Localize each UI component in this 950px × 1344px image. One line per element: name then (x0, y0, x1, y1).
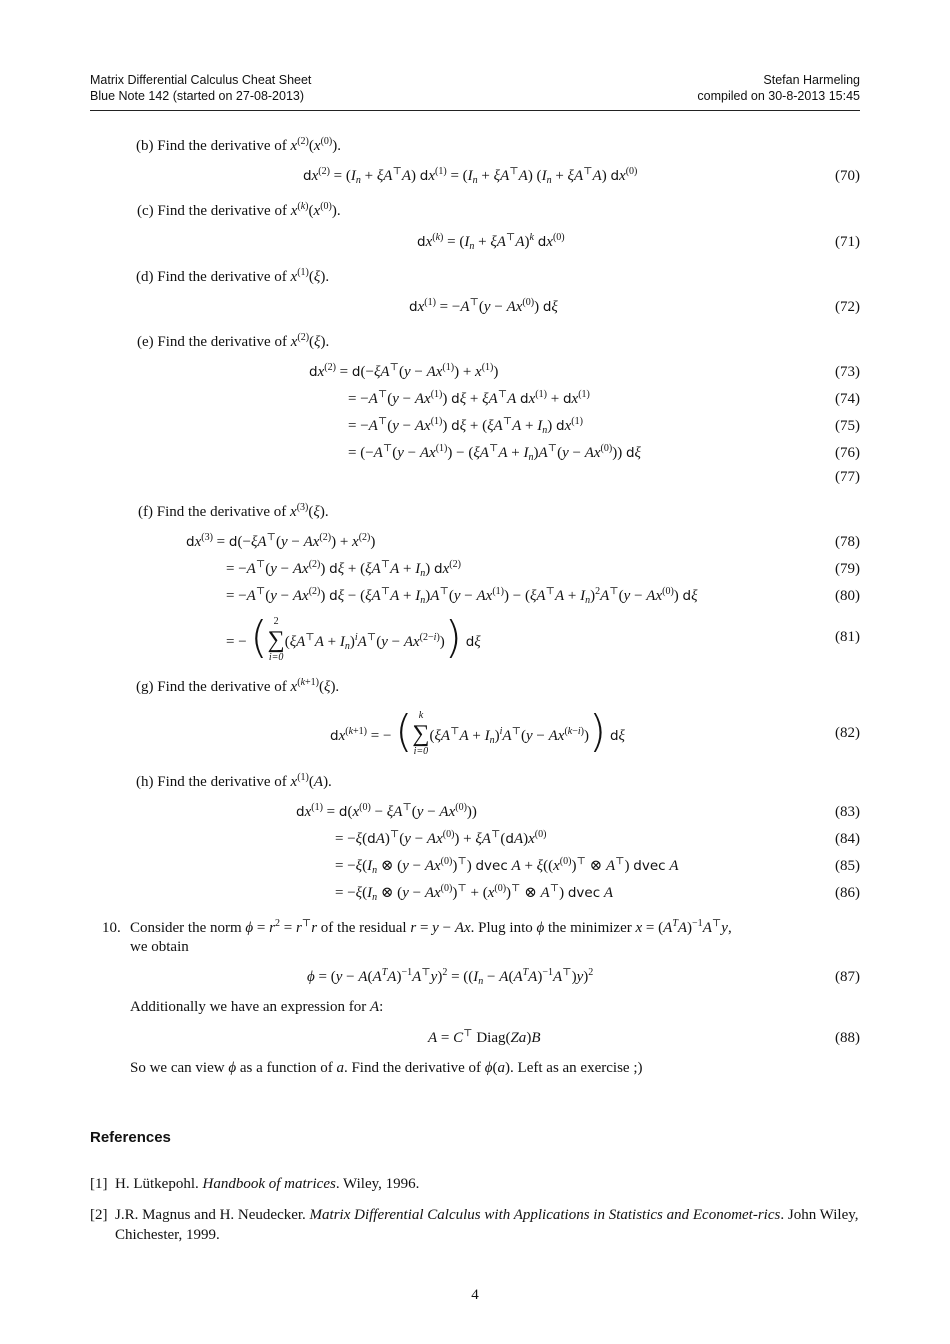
item-10-so: So we can view ϕ as a function of a. Find the derivative of ϕ(a). Left as an exercise ;) (130, 1060, 643, 1076)
item-10-number: 10. (102, 920, 121, 936)
eqnum: (72) (835, 299, 860, 315)
item-e: (e) Find the derivative of $x^{(2)}(\xi)$. (137, 332, 330, 350)
item-10-line1: Consider the norm $\phi = r^2 = r^⊤r$ of the residual r = y − Ax. Plug into ϕ the minimizer $x = (A^TA)^{-1}A^⊤y$, (130, 918, 732, 936)
eqnum: (75) (835, 418, 860, 434)
eqnum: (77) (835, 469, 860, 485)
eqnum: (87) (835, 969, 860, 985)
equation-75: = $-A^⊤(y - Ax^{(1)})$ $d\xi + (\xi A^⊤A + I_n)$ $dx^{(1)}$ (348, 416, 583, 436)
eqnum: (76) (835, 445, 860, 461)
header-left (90, 72, 311, 104)
eqnum: (78) (835, 534, 860, 550)
item-h: (h) Find the derivative of $x^{(1)}(A)$. (136, 772, 332, 790)
page-number: 4 (471, 1287, 479, 1303)
equation-78: $dx^{(3)} = d(-\xi A^⊤(y - Ax^{(2)}) + x^{(2)})$ (186, 532, 376, 550)
eqnum: (70) (835, 168, 860, 184)
equation-83: $dx^{(1)} = d(x^{(0)} - \xi A^⊤(y - Ax^{(0)}))$ (296, 802, 477, 820)
equation-74: = $-A^⊤(y - Ax^{(1)})$ dξ + ξA⊤A $dx^{(1)} + dx^{(1)}$ (348, 389, 590, 407)
equation-76: = $(-A^⊤(y - Ax^{(1)}) - (\xi A^⊤A + I_n)A^⊤(y - Ax^{(0)}))$ dξ (348, 443, 641, 463)
page-header (90, 72, 860, 111)
equation-80: = $-A^⊤(y - Ax^{(2)})$ $d\xi - (\xi A^⊤A + I_n)A^⊤(y - Ax^{(1)}) - (\xi A^⊤A + I_n)^2A^⊤(y - Ax^{(0)})$ dξ (226, 586, 698, 606)
item-f: (f) Find the derivative of $x^{(3)}(\xi)$. (138, 502, 329, 520)
equation-86: = $-\xi(I_n$ ⊗ $(y - Ax^{(0)})^⊤ + (x^{(0)})^⊤$ ⊗ A⊤) dvec A (335, 883, 614, 903)
eqnum: (79) (835, 561, 860, 577)
doc-compiled: compiled on 30-8-2013 15:45 (697, 89, 860, 103)
item-10-line2: we obtain (130, 939, 189, 955)
item-b: (b) Find the derivative of $x^{(2)}(x^{(0)})$. (136, 136, 341, 154)
item-c: (c) Find the derivative of $x^{(k)}(x^{(0)})$. (137, 201, 341, 219)
eqnum: (82) (835, 725, 860, 741)
equation-88: A = C⊤ Diag(Za)B (428, 1028, 541, 1046)
item-d: (d) Find the derivative of $x^{(1)}(\xi)$. (136, 267, 330, 285)
header-right (697, 72, 860, 104)
eqnum: (71) (835, 234, 860, 250)
equation-72: $dx^{(1)} = -A^⊤(y - Ax^{(0)})$ dξ (409, 297, 558, 315)
equation-70: $dx^{(2)} = (I_n + \xi A^⊤A) dx^{(1)} = (I_n + \xi A^⊤A) (I_n + \xi A^⊤A)$ $dx^{(0)}$ (303, 166, 638, 186)
equation-81: = − ( 2 ∑ i=0 $(\xi A^⊤A + I_n)^iA^⊤(y - Ax^{(2-i)})$) dξ (226, 612, 481, 663)
reference-1: [1] H. Lütkepohl. Handbook of matrices. Wiley, 1996. (90, 1176, 420, 1192)
item-10-additionally: Additionally we have an expression for A: (130, 999, 384, 1015)
eqnum: (84) (835, 831, 860, 847)
eqnum: (88) (835, 1030, 860, 1046)
equation-73: $dx^{(2)} = d(-\xi A^⊤(y - Ax^{(1)}) + x^{(1)})$ (309, 362, 499, 380)
eqnum: (74) (835, 391, 860, 407)
doc-title: Matrix Differential Calculus Cheat Sheet (90, 73, 312, 87)
eqnum: (73) (835, 364, 860, 380)
reference-number: [2] (90, 1207, 108, 1223)
doc-note: Blue Note 142 (started on 27-08-2013) (90, 89, 305, 103)
equation-71: $dx^{(k)} = (I_n + \xi A^⊤A)^k$ $dx^{(0)}$ (417, 232, 565, 252)
doc-author: Stefan Harmeling (763, 73, 860, 87)
equation-87: $\phi = (y - A(A^TA)^{-1}A^⊤y)^2 = ((I_n - A(A^TA)^{-1}A^⊤)y)^2$ (307, 967, 594, 987)
reference-number: [1] (90, 1176, 108, 1192)
references-heading: References (90, 1129, 171, 1146)
eqnum: (83) (835, 804, 860, 820)
eqnum: (86) (835, 885, 860, 901)
equation-84: = $-\xi(dA)^⊤(y - Ax^{(0)}) + \xi A^⊤(dA)x^{(0)}$ (335, 829, 547, 847)
eqnum: (85) (835, 858, 860, 874)
eqnum: (81) (835, 629, 860, 645)
item-g: (g) Find the derivative of $x^{(k+1)}(\xi)$. (136, 677, 340, 695)
reference-2: [2] J.R. Magnus and H. Neudecker. Matrix Differential Calculus with Applications in Statistics and Economet-rics. John Wiley, Chichester, 1999. (90, 1207, 859, 1243)
eqnum: (80) (835, 588, 860, 604)
equation-79: = $-A^⊤(y - Ax^{(2)})$ $d\xi + (\xi A^⊤A + I_n)$ $dx^{(2)}$ (226, 559, 461, 579)
equation-85: = $-\xi(I_n$ ⊗ $(y - Ax^{(0)})^⊤$) dvec $A + \xi((x^{(0)})^⊤$ ⊗ A⊤) dvec A (335, 856, 679, 876)
equation-82: $dx^{(k+1)}$ = − ( k ∑ i=0 $(\xi A^⊤A + I_n)^iA^⊤(y - Ax^{(k-i)})$) dξ (330, 706, 625, 757)
